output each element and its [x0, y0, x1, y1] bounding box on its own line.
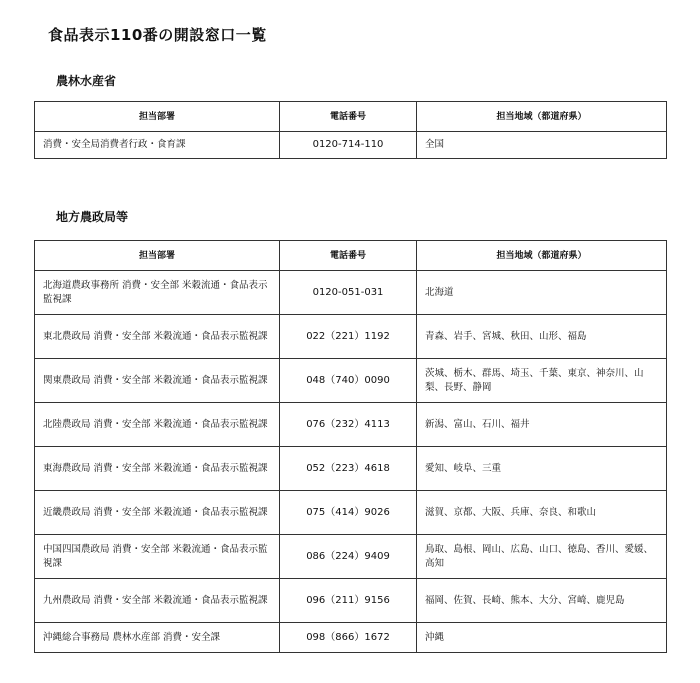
- phone-cell: 098（866）1672: [280, 623, 417, 653]
- dept-cell: 北陸農政局 消費・安全部 米穀流通・食品表示監視課: [35, 403, 280, 447]
- section-heading-regional: 地方農政局等: [56, 210, 129, 224]
- table-row: [35, 491, 667, 535]
- area-cell: 沖縄: [417, 623, 667, 653]
- table-row: [35, 403, 667, 447]
- column-header-area: 担当地域（都道府県）: [417, 241, 667, 271]
- column-header-phone: 電話番号: [280, 102, 417, 132]
- page-title: 食品表示110番の開設窓口一覧: [48, 26, 267, 44]
- table-row: [35, 579, 667, 623]
- table-row: [35, 132, 667, 159]
- dept-cell: 中国四国農政局 消費・安全部 米穀流通・食品表示監視課: [35, 535, 280, 579]
- area-cell: 新潟、富山、石川、福井: [417, 403, 667, 447]
- dept-cell: 東海農政局 消費・安全部 米穀流通・食品表示監視課: [35, 447, 280, 491]
- dept-cell: 東北農政局 消費・安全部 米穀流通・食品表示監視課: [35, 315, 280, 359]
- area-cell: 全国: [417, 132, 667, 159]
- area-cell: 青森、岩手、宮城、秋田、山形、福島: [417, 315, 667, 359]
- table-row: [35, 447, 667, 491]
- column-header-area: 担当地域（都道府県）: [417, 102, 667, 132]
- section-heading-ministry: 農林水産省: [56, 74, 117, 88]
- area-cell: 滋賀、京都、大阪、兵庫、奈良、和歌山: [417, 491, 667, 535]
- regional-contact-table: [34, 240, 667, 653]
- table-row: [35, 315, 667, 359]
- phone-cell: 052（223）4618: [280, 447, 417, 491]
- phone-cell: 0120-714-110: [280, 132, 417, 159]
- table-header-row: [35, 102, 667, 132]
- phone-cell: 0120-051-031: [280, 271, 417, 315]
- column-header-dept: 担当部署: [35, 102, 280, 132]
- dept-cell: 近畿農政局 消費・安全部 米穀流通・食品表示監視課: [35, 491, 280, 535]
- phone-cell: 096（211）9156: [280, 579, 417, 623]
- table-header-row: [35, 241, 667, 271]
- area-cell: 福岡、佐賀、長崎、熊本、大分、宮崎、鹿児島: [417, 579, 667, 623]
- dept-cell: 北海道農政事務所 消費・安全部 米穀流通・食品表示監視課: [35, 271, 280, 315]
- phone-cell: 086（224）9409: [280, 535, 417, 579]
- table-row: [35, 271, 667, 315]
- area-cell: 茨城、栃木、群馬、埼玉、千葉、東京、神奈川、山梨、長野、静岡: [417, 359, 667, 403]
- table-row: [35, 535, 667, 579]
- table-row: [35, 623, 667, 653]
- dept-cell: 沖縄総合事務局 農林水産部 消費・安全課: [35, 623, 280, 653]
- phone-cell: 075（414）9026: [280, 491, 417, 535]
- phone-cell: 048（740）0090: [280, 359, 417, 403]
- dept-cell: 消費・安全局消費者行政・食育課: [35, 132, 280, 159]
- column-header-phone: 電話番号: [280, 241, 417, 271]
- phone-cell: 022（221）1192: [280, 315, 417, 359]
- column-header-dept: 担当部署: [35, 241, 280, 271]
- dept-cell: 関東農政局 消費・安全部 米穀流通・食品表示監視課: [35, 359, 280, 403]
- ministry-contact-table: [34, 101, 667, 159]
- area-cell: 北海道: [417, 271, 667, 315]
- table-row: [35, 359, 667, 403]
- area-cell: 愛知、岐阜、三重: [417, 447, 667, 491]
- regional-table-body: [35, 271, 667, 653]
- area-cell: 鳥取、島根、岡山、広島、山口、徳島、香川、愛媛、高知: [417, 535, 667, 579]
- dept-cell: 九州農政局 消費・安全部 米穀流通・食品表示監視課: [35, 579, 280, 623]
- phone-cell: 076（232）4113: [280, 403, 417, 447]
